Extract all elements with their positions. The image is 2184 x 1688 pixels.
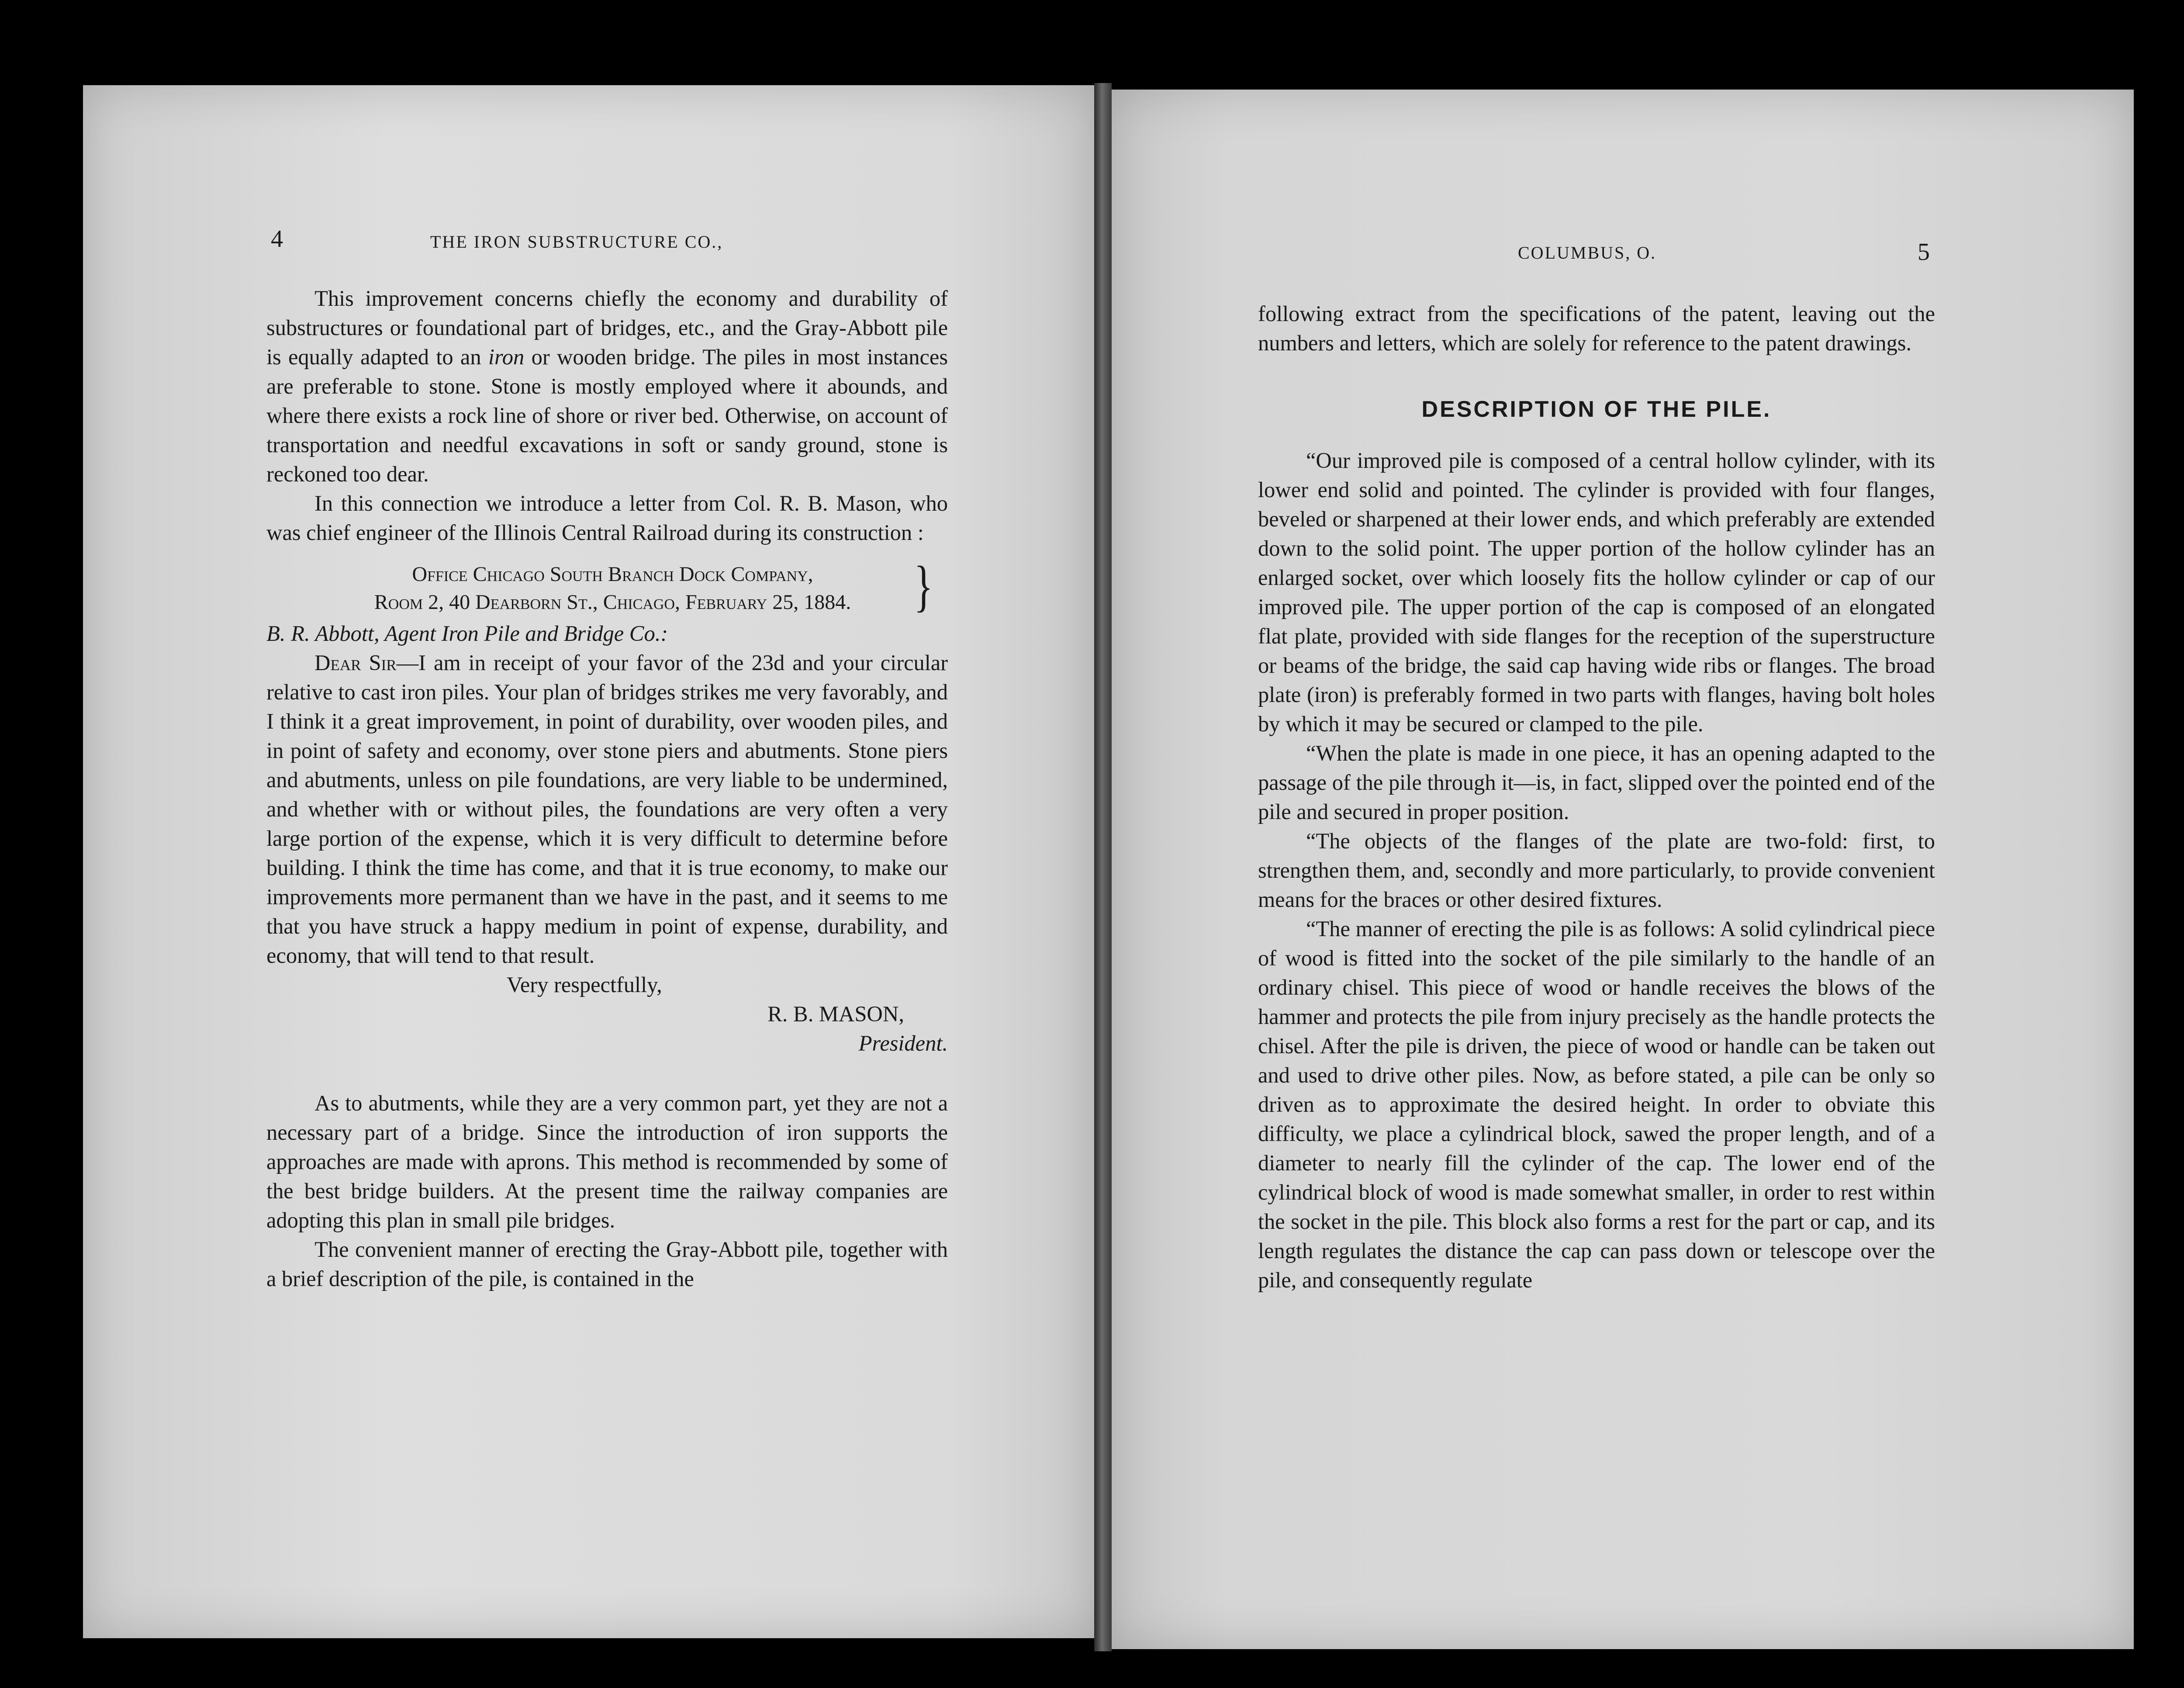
letter-signature: R. B. MASON, [767, 1002, 904, 1026]
brace-glyph: } [913, 555, 933, 618]
right-paragraph-5: “The manner of erecting the pile is as follows: A solid cylindrical piece of wood is fitted into the socket of the pile similarly to the handle of an ordinary chisel. This piece of wood or handle receives the blows of the hammer and protects the pile from injury precisely as the handle protects the chisel. After the pile is driven, the piece of wood or handle can be taken out and used to drive other piles. Now, as before stated, a pile can be only so driven as to approximate the desired height. In order to obviate this difficulty, we place a cylindrical block, sawed the proper length, and of a diameter to nearly fill the cylinder of the cap. The lower end of the cylindrical block of wood is made somewhat smaller, in order to rest within the socket in the pile. This block also forms a rest for the part or cap, and its length regulates the distance the cap can pass down or telescope over the pile, and consequently regulate [1258, 917, 1935, 1292]
book-gutter [1094, 83, 1112, 1651]
left-paragraph-2: In this connection we introduce a letter from Col. R. B. Mason, who was chief engineer of the Illinois Central Railroad during its construction : [266, 491, 948, 545]
right-paragraph-3: “When the plate is made in one piece, it has an opening adapted to the passage of the pile through it—is, in fact, slipped over the pointed end of the pile and secured in proper position. [1258, 741, 1935, 824]
letter-address-line-1: Office Chicago South Branch Dock Company, [412, 563, 813, 586]
right-paragraph-4: “The objects of the flanges of the plate are two-fold: first, to strengthen them, and, secondly and more particularly, to provide convenient means for the braces or other desired fixtures. [1258, 829, 1935, 912]
left-page-number: 4 [271, 225, 283, 253]
left-running-head: THE IRON SUBSTRUCTURE CO., [430, 232, 723, 252]
letter-address-line-2: Room 2, 40 Dearborn St., Chicago, February 25, 1884. [374, 591, 851, 614]
letter-salutation: Dear Sir [314, 650, 397, 675]
section-heading: DESCRIPTION OF THE PILE. [1421, 397, 1772, 422]
right-running-head: COLUMBUS, O. [1518, 243, 1657, 263]
letter-closing: Very respectfully, [507, 972, 662, 997]
left-paragraph-1: This improvement concerns chiefly the economy and durability of substructures or foundational part of bridges, etc., and the Gray-Abbott pile is equally adapted to an iron or wooden bridge. The piles in most instances are preferable to stone. Stone is mostly employed where it abounds, and where there exists a rock line of shore or river bed. Otherwise, on account of transportation and needful excavations in soft or sandy ground, stone is reckoned too dear. [266, 286, 948, 486]
left-text-column [266, 284, 948, 1294]
letter-title: President. [858, 1031, 948, 1055]
letter-recipient: B. R. Abbott, Agent Iron Pile and Bridge Co.: [266, 621, 668, 646]
letter-body: Dear Sir—I am in receipt of your favor of the 23d and your circular relative to cast iron piles. Your plan of bridges strikes me very favorably, and I think it a great improvement, in point of durability, over wooden piles, and in point of safety and economy, over stone piers and abutments. Stone piers and abutments, unless on pile foundations, are very liable to be undermined, and whether with or without piles, the foundations are very often a very large portion of the expense, which it is very difficult to determine before building. I think the time has come, and that it is true economy, to make our improvements more permanent than we have in the past, and it seems to me that you have struck a happy medium in point of expense, durability, and economy, that will tend to that result. [266, 650, 948, 968]
left-paragraph-3: As to abutments, while they are a very common part, yet they are not a necessary part of a bridge. Since the introduction of iron supports the approaches are made with aprons. This method is recommended by some of the best bridge builders. At the present time the railway companies are adopting this plan in small pile bridges. [266, 1091, 948, 1232]
right-paragraph-1: following extract from the specifications of the patent, leaving out the numbers and letters, which are solely for reference to the patent drawings. [1258, 301, 1935, 355]
right-page-number: 5 [1918, 239, 1930, 266]
right-text-column [1258, 299, 1935, 1295]
letter-closing-line [266, 970, 948, 1000]
left-paragraph-4: The convenient manner of erecting the Gray-Abbott pile, together with a brief description of the pile, is contained in the [266, 1237, 948, 1291]
right-paragraph-2: “Our improved pile is composed of a central hollow cylinder, with its lower end solid and pointed. The cylinder is provided with four flanges, beveled or sharpened at their lower ends, and which preferably are extended down to the solid point. The upper portion of the hollow cylinder has an enlarged socket, over which loosely fits the hollow cylinder or cap of our improved pile. The upper portion of the cap is composed of an elongated flat plate, provided with side flanges for the reception of the superstructure or beams of the bridge, the said cap having wide ribs or flanges. The broad plate (iron) is preferably formed in two parts with flanges, having bolt holes by which it may be secured or clamped to the pile. [1258, 448, 1935, 736]
letter-address [319, 555, 933, 618]
